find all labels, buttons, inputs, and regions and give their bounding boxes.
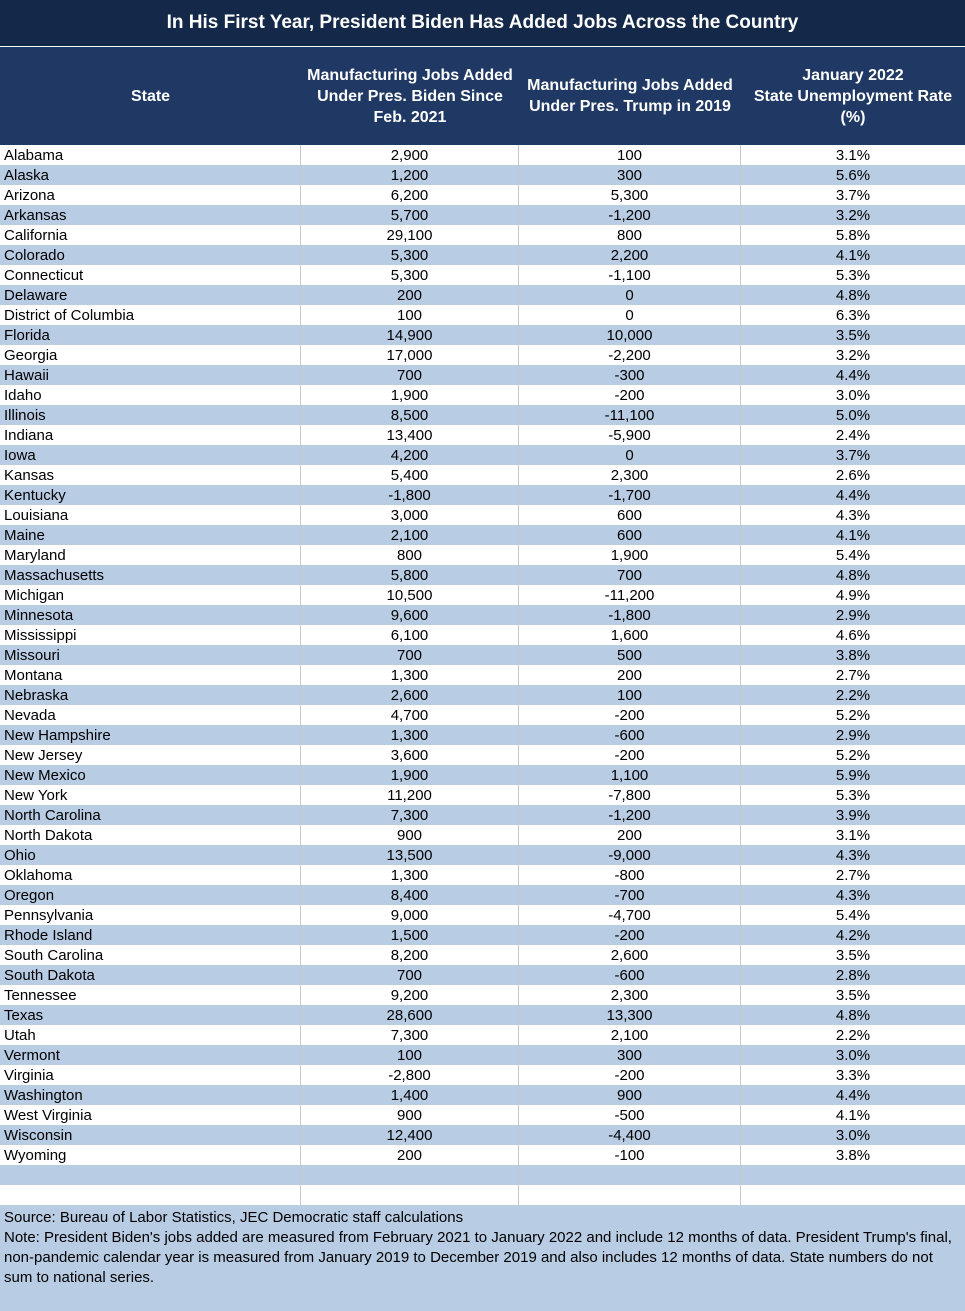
state-cell: Virginia	[0, 1065, 301, 1085]
state-cell: New Jersey	[0, 745, 301, 765]
state-cell: Oregon	[0, 885, 301, 905]
trump-jobs-cell: 0	[519, 285, 741, 305]
trump-jobs-cell: 300	[519, 1045, 741, 1065]
biden-jobs-cell: 9,600	[301, 605, 519, 625]
state-cell: Wisconsin	[0, 1125, 301, 1145]
unemployment-cell: 2.8%	[835, 966, 871, 984]
unemployment-cell: 2.7%	[835, 866, 871, 884]
trump-jobs-cell: -1,800	[519, 605, 741, 625]
biden-jobs-cell: 900	[301, 1105, 519, 1125]
biden-jobs-cell: 5,700	[301, 205, 519, 225]
biden-jobs-cell: 5,800	[301, 565, 519, 585]
state-cell: Minnesota	[0, 605, 301, 625]
table-row	[0, 565, 965, 585]
unemployment-cell: 5.0%	[835, 406, 871, 424]
state-cell: Pennsylvania	[0, 905, 301, 925]
trump-jobs-cell: 5,300	[519, 185, 741, 205]
state-cell: Texas	[0, 1005, 301, 1025]
unemployment-cell: 2.6%	[835, 466, 871, 484]
state-cell: Wyoming	[0, 1145, 301, 1165]
table-row	[0, 165, 965, 185]
biden-jobs-cell: 4,200	[301, 445, 519, 465]
trump-jobs-cell: -5,900	[519, 425, 741, 445]
state-cell: North Dakota	[0, 825, 301, 845]
biden-jobs-cell: 11,200	[301, 785, 519, 805]
table-title: In His First Year, President Biden Has Added Jobs Across the Country	[0, 0, 965, 47]
unemployment-cell: 3.2%	[835, 346, 871, 364]
table-row	[0, 485, 965, 505]
state-cell: Mississippi	[0, 625, 301, 645]
unemployment-cell: 3.5%	[835, 986, 871, 1004]
unemployment-cell: 3.7%	[835, 186, 871, 204]
unemployment-cell: 3.5%	[835, 946, 871, 964]
trump-jobs-cell: -200	[519, 385, 741, 405]
unemployment-cell: 4.8%	[835, 1006, 871, 1024]
unemployment-cell: 4.3%	[835, 506, 871, 524]
table-row	[0, 445, 965, 465]
table-row	[0, 1145, 965, 1165]
state-cell: Idaho	[0, 385, 301, 405]
trump-jobs-cell: 100	[519, 685, 741, 705]
table-header	[0, 47, 965, 145]
biden-jobs-cell: 28,600	[301, 1005, 519, 1025]
trump-jobs-cell: -800	[519, 865, 741, 885]
state-cell: Louisiana	[0, 505, 301, 525]
biden-jobs-cell: 13,500	[301, 845, 519, 865]
trump-jobs-cell: 1,600	[519, 625, 741, 645]
trump-jobs-cell: 2,300	[519, 985, 741, 1005]
state-cell: Ohio	[0, 845, 301, 865]
trump-jobs-cell: 700	[519, 565, 741, 585]
table-row	[0, 625, 965, 645]
table-row	[0, 545, 965, 565]
trump-jobs-cell: -11,200	[519, 585, 741, 605]
biden-jobs-cell: 1,300	[301, 725, 519, 745]
biden-jobs-cell: 6,100	[301, 625, 519, 645]
biden-jobs-cell: 4,700	[301, 705, 519, 725]
unemployment-cell: 5.4%	[835, 546, 871, 564]
biden-jobs-cell: 7,300	[301, 805, 519, 825]
unemployment-cell: 4.1%	[835, 526, 871, 544]
state-cell: Colorado	[0, 245, 301, 265]
header-unemployment: January 2022 State Unemployment Rate (%)	[753, 66, 953, 126]
unemployment-cell: 3.1%	[835, 146, 871, 164]
unemployment-cell: 4.8%	[835, 566, 871, 584]
unemployment-cell: 5.2%	[835, 746, 871, 764]
table-row	[0, 245, 965, 265]
table-row	[0, 1045, 965, 1065]
biden-jobs-cell: 1,300	[301, 865, 519, 885]
biden-jobs-cell: 29,100	[301, 225, 519, 245]
unemployment-cell: 4.4%	[835, 366, 871, 384]
unemployment-cell: 3.8%	[835, 646, 871, 664]
unemployment-cell: 2.9%	[835, 606, 871, 624]
state-cell: Hawaii	[0, 365, 301, 385]
state-cell: Georgia	[0, 345, 301, 365]
unemployment-cell: 3.1%	[835, 826, 871, 844]
unemployment-cell: 6.3%	[835, 306, 871, 324]
state-cell: Iowa	[0, 445, 301, 465]
state-cell: Utah	[0, 1025, 301, 1045]
unemployment-cell: 3.8%	[835, 1146, 871, 1164]
table-row	[0, 425, 965, 445]
state-cell: Alabama	[0, 145, 301, 165]
table-row	[0, 845, 965, 865]
trump-jobs-cell: 13,300	[519, 1005, 741, 1025]
trump-jobs-cell: 200	[519, 665, 741, 685]
state-cell: Montana	[0, 665, 301, 685]
state-cell: New Mexico	[0, 765, 301, 785]
table-footer	[0, 1205, 965, 1288]
state-cell: West Virginia	[0, 1105, 301, 1125]
state-cell: North Carolina	[0, 805, 301, 825]
trump-jobs-cell: -1,700	[519, 485, 741, 505]
trump-jobs-cell: -7,800	[519, 785, 741, 805]
table-row	[0, 945, 965, 965]
trump-jobs-cell: -300	[519, 365, 741, 385]
table-row	[0, 1085, 965, 1105]
unemployment-cell: 4.3%	[835, 846, 871, 864]
table-row	[0, 865, 965, 885]
biden-jobs-cell: 200	[301, 1145, 519, 1165]
state-cell: Oklahoma	[0, 865, 301, 885]
biden-jobs-cell: 1,300	[301, 665, 519, 685]
header-trump-jobs: Manufacturing Jobs Added Under Pres. Trump in 2019	[527, 77, 733, 115]
biden-jobs-cell: 3,000	[301, 505, 519, 525]
unemployment-cell: 5.8%	[835, 226, 871, 244]
trump-jobs-cell: 1,100	[519, 765, 741, 785]
biden-jobs-cell: 900	[301, 825, 519, 845]
unemployment-cell: 3.9%	[835, 806, 871, 824]
trump-jobs-cell: -200	[519, 705, 741, 725]
biden-jobs-cell: 700	[301, 645, 519, 665]
biden-jobs-cell: 7,300	[301, 1025, 519, 1045]
state-cell: Illinois	[0, 405, 301, 425]
trump-jobs-cell: -1,100	[519, 265, 741, 285]
unemployment-cell: 2.2%	[835, 686, 871, 704]
state-cell: Michigan	[0, 585, 301, 605]
header-state: State	[130, 87, 171, 105]
state-cell: Massachusetts	[0, 565, 301, 585]
blank-row	[0, 1185, 965, 1205]
state-cell: New York	[0, 785, 301, 805]
header-biden-jobs: Manufacturing Jobs Added Under Pres. Biden Since Feb. 2021	[307, 66, 513, 126]
unemployment-cell: 3.5%	[835, 326, 871, 344]
state-cell: Arkansas	[0, 205, 301, 225]
biden-jobs-cell: 200	[301, 285, 519, 305]
table-row	[0, 145, 965, 165]
biden-jobs-cell: 100	[301, 305, 519, 325]
trump-jobs-cell: -1,200	[519, 205, 741, 225]
state-cell: Maryland	[0, 545, 301, 565]
biden-jobs-cell: 1,900	[301, 765, 519, 785]
state-cell: South Dakota	[0, 965, 301, 985]
table-row	[0, 665, 965, 685]
biden-jobs-cell: 8,500	[301, 405, 519, 425]
state-cell: Arizona	[0, 185, 301, 205]
unemployment-cell: 5.3%	[835, 266, 871, 284]
unemployment-cell: 4.8%	[835, 286, 871, 304]
unemployment-cell: 4.2%	[835, 926, 871, 944]
table-row	[0, 345, 965, 365]
table-row	[0, 405, 965, 425]
table-row	[0, 585, 965, 605]
trump-jobs-cell: 300	[519, 165, 741, 185]
trump-jobs-cell: -9,000	[519, 845, 741, 865]
biden-jobs-cell: 14,900	[301, 325, 519, 345]
source-note: Source: Bureau of Labor Statistics, JEC Democratic staff calculations	[4, 1209, 464, 1226]
biden-jobs-cell: -2,800	[301, 1065, 519, 1085]
biden-jobs-cell: 100	[301, 1045, 519, 1065]
table-row	[0, 645, 965, 665]
trump-jobs-cell: 10,000	[519, 325, 741, 345]
biden-jobs-cell: 3,600	[301, 745, 519, 765]
table-row	[0, 925, 965, 945]
table-row	[0, 505, 965, 525]
state-cell: Alaska	[0, 165, 301, 185]
state-cell: New Hampshire	[0, 725, 301, 745]
trump-jobs-cell: 800	[519, 225, 741, 245]
state-cell: Washington	[0, 1085, 301, 1105]
trump-jobs-cell: 2,300	[519, 465, 741, 485]
biden-jobs-cell: -1,800	[301, 485, 519, 505]
unemployment-cell: 2.2%	[835, 1026, 871, 1044]
biden-jobs-cell: 9,000	[301, 905, 519, 925]
state-cell: Tennessee	[0, 985, 301, 1005]
state-cell: Connecticut	[0, 265, 301, 285]
table-row	[0, 305, 965, 325]
biden-jobs-cell: 800	[301, 545, 519, 565]
biden-jobs-cell: 8,200	[301, 945, 519, 965]
state-cell: Nevada	[0, 705, 301, 725]
trump-jobs-cell: 100	[519, 145, 741, 165]
trump-jobs-cell: 2,200	[519, 245, 741, 265]
unemployment-cell: 3.2%	[835, 206, 871, 224]
table-row	[0, 205, 965, 225]
trump-jobs-cell: 600	[519, 505, 741, 525]
trump-jobs-cell: 200	[519, 825, 741, 845]
table-row	[0, 745, 965, 765]
unemployment-cell: 2.7%	[835, 666, 871, 684]
trump-jobs-cell: -600	[519, 725, 741, 745]
unemployment-cell: 4.4%	[835, 486, 871, 504]
trump-jobs-cell: 0	[519, 305, 741, 325]
unemployment-cell: 3.0%	[835, 1126, 871, 1144]
biden-jobs-cell: 1,400	[301, 1085, 519, 1105]
biden-jobs-cell: 6,200	[301, 185, 519, 205]
trump-jobs-cell: 1,900	[519, 545, 741, 565]
table-row	[0, 1025, 965, 1045]
unemployment-cell: 4.9%	[835, 586, 871, 604]
state-cell: Vermont	[0, 1045, 301, 1065]
trump-jobs-cell: -500	[519, 1105, 741, 1125]
biden-jobs-cell: 9,200	[301, 985, 519, 1005]
biden-jobs-cell: 17,000	[301, 345, 519, 365]
trump-jobs-cell: -4,700	[519, 905, 741, 925]
unemployment-cell: 5.4%	[835, 906, 871, 924]
table-row	[0, 465, 965, 485]
unemployment-cell: 4.6%	[835, 626, 871, 644]
trump-jobs-cell: -200	[519, 1065, 741, 1085]
unemployment-cell: 4.3%	[835, 886, 871, 904]
trump-jobs-cell: -11,100	[519, 405, 741, 425]
state-cell: California	[0, 225, 301, 245]
biden-jobs-cell: 10,500	[301, 585, 519, 605]
blank-row	[0, 1165, 965, 1185]
table-row	[0, 785, 965, 805]
biden-jobs-cell: 13,400	[301, 425, 519, 445]
state-cell: Rhode Island	[0, 925, 301, 945]
unemployment-cell: 5.2%	[835, 706, 871, 724]
unemployment-cell: 5.9%	[835, 766, 871, 784]
unemployment-cell: 3.7%	[835, 446, 871, 464]
table-row	[0, 685, 965, 705]
table-row	[0, 765, 965, 785]
trump-jobs-cell: -200	[519, 745, 741, 765]
biden-jobs-cell: 12,400	[301, 1125, 519, 1145]
state-cell: Kentucky	[0, 485, 301, 505]
unemployment-cell: 2.9%	[835, 726, 871, 744]
state-cell: Kansas	[0, 465, 301, 485]
unemployment-cell: 4.1%	[835, 1106, 871, 1124]
table-row	[0, 805, 965, 825]
trump-jobs-cell: -600	[519, 965, 741, 985]
biden-jobs-cell: 700	[301, 965, 519, 985]
table-body	[0, 145, 965, 1165]
biden-jobs-cell: 5,300	[301, 245, 519, 265]
biden-jobs-cell: 1,900	[301, 385, 519, 405]
trump-jobs-cell: -2,200	[519, 345, 741, 365]
biden-jobs-cell: 1,500	[301, 925, 519, 945]
biden-jobs-cell: 8,400	[301, 885, 519, 905]
trump-jobs-cell: 900	[519, 1085, 741, 1105]
biden-jobs-cell: 5,300	[301, 265, 519, 285]
table-row	[0, 325, 965, 345]
unemployment-cell: 4.4%	[835, 1086, 871, 1104]
state-cell: South Carolina	[0, 945, 301, 965]
biden-jobs-cell: 2,600	[301, 685, 519, 705]
trump-jobs-cell: 500	[519, 645, 741, 665]
state-cell: District of Columbia	[0, 305, 301, 325]
table-row	[0, 185, 965, 205]
table-row	[0, 885, 965, 905]
unemployment-cell: 2.4%	[835, 426, 871, 444]
biden-jobs-cell: 1,200	[301, 165, 519, 185]
unemployment-cell: 3.0%	[835, 386, 871, 404]
table-row	[0, 725, 965, 745]
table-row	[0, 385, 965, 405]
trump-jobs-cell: 0	[519, 445, 741, 465]
state-cell: Missouri	[0, 645, 301, 665]
table-row	[0, 1005, 965, 1025]
trump-jobs-cell: -4,400	[519, 1125, 741, 1145]
unemployment-cell: 4.1%	[835, 246, 871, 264]
table-row	[0, 825, 965, 845]
state-cell: Florida	[0, 325, 301, 345]
table-row	[0, 705, 965, 725]
unemployment-cell: 5.3%	[835, 786, 871, 804]
table-row	[0, 905, 965, 925]
state-cell: Maine	[0, 525, 301, 545]
unemployment-cell: 3.3%	[835, 1066, 871, 1084]
methodology-note: Note: President Biden's jobs added are measured from February 2021 to January 2022 and include 12 months of data. President Trump's final, non-pandemic calendar year is measured from January 2019 to December 2019 and also includes 12 months of data. State numbers do not sum to national series.	[4, 1229, 952, 1286]
state-cell: Indiana	[0, 425, 301, 445]
trump-jobs-cell: -200	[519, 925, 741, 945]
state-cell: Nebraska	[0, 685, 301, 705]
table-row	[0, 1065, 965, 1085]
trump-jobs-cell: 2,100	[519, 1025, 741, 1045]
table-row	[0, 225, 965, 245]
biden-jobs-cell: 5,400	[301, 465, 519, 485]
biden-jobs-cell: 700	[301, 365, 519, 385]
table-row	[0, 1125, 965, 1145]
table-row	[0, 265, 965, 285]
table-row	[0, 985, 965, 1005]
table-row	[0, 1105, 965, 1125]
table-row	[0, 965, 965, 985]
trump-jobs-cell: 2,600	[519, 945, 741, 965]
trump-jobs-cell: -100	[519, 1145, 741, 1165]
table-row	[0, 605, 965, 625]
table-row	[0, 365, 965, 385]
state-cell: Delaware	[0, 285, 301, 305]
table-row	[0, 285, 965, 305]
unemployment-cell: 5.6%	[835, 166, 871, 184]
trump-jobs-cell: 600	[519, 525, 741, 545]
trump-jobs-cell: -700	[519, 885, 741, 905]
biden-jobs-cell: 2,100	[301, 525, 519, 545]
biden-jobs-cell: 2,900	[301, 145, 519, 165]
trump-jobs-cell: -1,200	[519, 805, 741, 825]
unemployment-cell: 3.0%	[835, 1046, 871, 1064]
table-row	[0, 525, 965, 545]
